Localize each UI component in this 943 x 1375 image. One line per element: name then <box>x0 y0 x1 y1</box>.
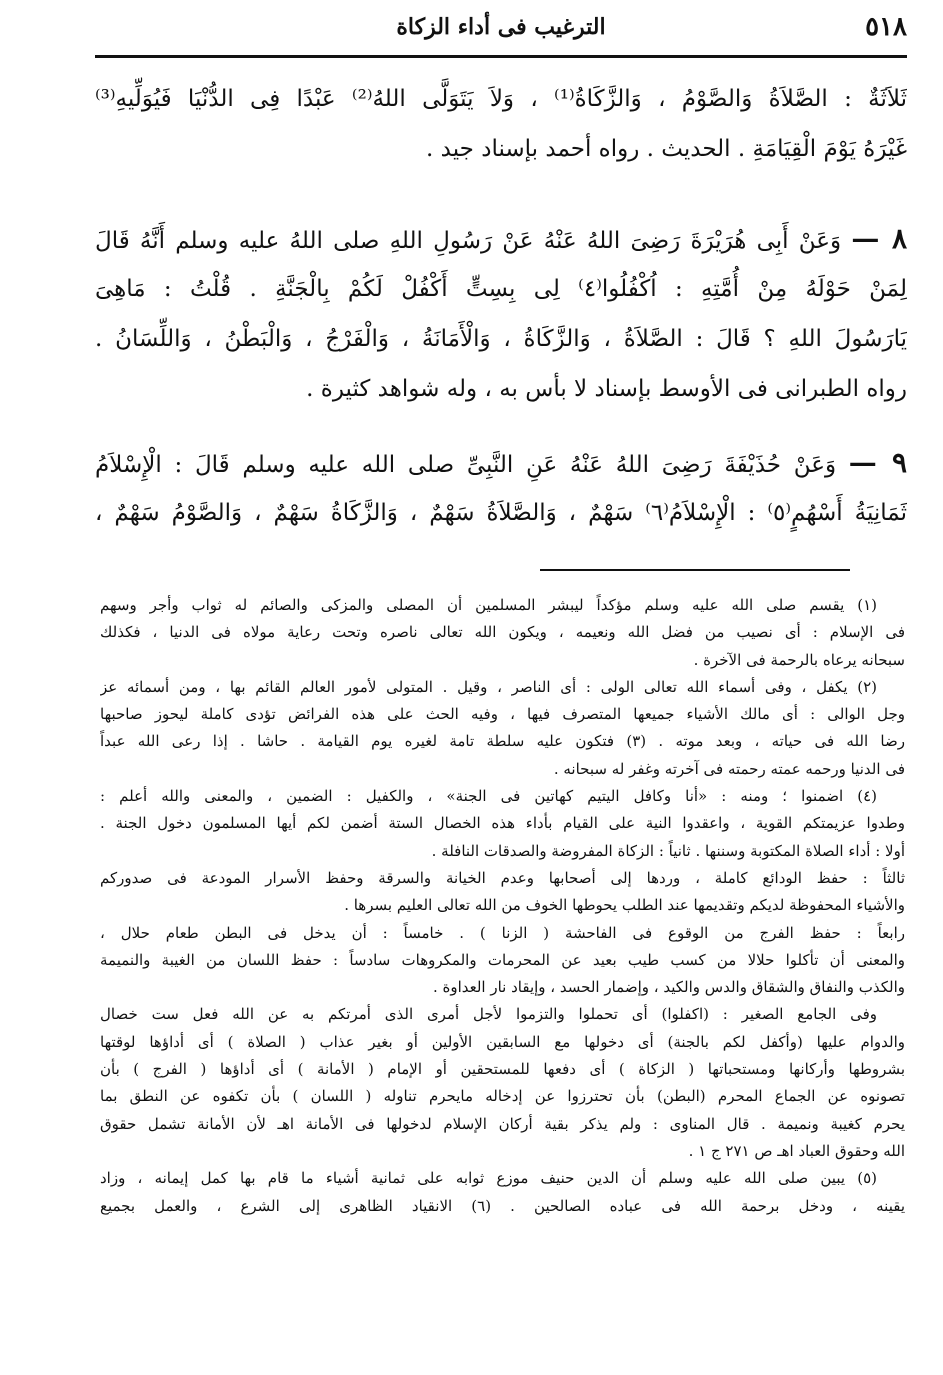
hadith-number: ٨ — <box>851 222 907 255</box>
text-line: ثَلاَثَةٌ : الصَّلاَةُ وَالصَّوْمُ ، وَالزَّكَاةُ⁽¹⁾ ، وَلاَ يَتَوَلَّى اللهُ⁽²⁾ عَبْدًا فِى الدُّنْيَا فَيُوَلِّيهِ⁽³⁾ <box>95 86 907 112</box>
footnote-line: يقينه ، ودخل برحمة الله فى عباده الصالحين . (٦) الانقياد الظاهرى إلى الشرع ، والعمل بجميع <box>100 1196 905 1215</box>
hadith-9 <box>95 438 907 538</box>
footnote-line: والمعنى أن تأكلوا حلالا من كسب طيب بعيد عن المحرمات والمكروهات سادساً : حفظ اللسان من الغيبة والنميمة <box>100 950 905 969</box>
footnote-line: بشروطها وأركانها ومستحباتها ( الزكاة ) أى دفعها للمستحقين أو الإمام ( الأمانة ) أى أداؤها ( الفرج ) بأن <box>100 1060 905 1079</box>
footnote-line: وجل الوالى : أى مالك الأشياء جميعها المتصرف فيها ، وفيه الحث على هذه الفرائض تؤدى كاملة ليحوز صاحبها <box>100 705 905 724</box>
running-title: الترغيب فى أداء الزكاة <box>396 14 606 40</box>
footnote-line: فى الدنيا ورحمه عمته رحمته فى آخرته وغفر له سبحانه . <box>553 759 905 778</box>
footnote-line: ثالثاً : حفظ الودائع كاملة ، وردها إلى أصحابها وعدم الخيانة والسرقة وحفظ الأسرار المودعة فى صدوركم <box>100 868 905 887</box>
footnote-line: أولا : أداء الصلاة المكتوبة وسننها . ثانياً : الزكاة المفروضة والصدقات النافلة . <box>431 841 905 860</box>
page-number: ٥١٨ <box>865 12 907 42</box>
footnote-rule <box>540 569 850 571</box>
text-line <box>95 214 907 264</box>
footnote-line: (٤) اضمنوا ؛ ومنه : «أنا وكافل اليتيم كهاتين فى الجنة» ، والكفيل : الضمين ، والمعنى والله أعلم : <box>100 787 877 806</box>
header-rule <box>95 55 907 58</box>
text-line: لِمَنْ حَوْلَهُ مِنْ أُمَّتِهِ : اُكْفُلُوا⁽٤⁾ لِى بِسِتٍّ أَكْفُلْ لَكُمْ بِالْجَنَّةِ . قُلْتُ : مَاهِىَ <box>95 276 907 302</box>
footnote-line: والكذب والنفاق والشقاق والدس والكيد ، وإضمار الحسد ، وإيقاد نار العداوة . <box>432 978 905 997</box>
hadith-text: وَعَنْ حُذَيْفَةَ رَضِىَ اللهُ عَنْهُ عَنِ النَّبِىِّ صلى الله عليه وسلم قَالَ : الْإِسْلاَمُ <box>95 452 837 478</box>
footnote-line: (١) يقسم صلى الله عليه وسلم مؤكداً ليبشر المسلمين أن المصلى والمزكى والصائم له ثواب وأجر وسهم <box>100 596 877 614</box>
footnote-line: وفى الجامع الصغير : (اكفلوا) أى تحملوا والتزموا لأجل أمرى الذى أمرتكم به عن الله فعل ست خصال <box>100 1005 877 1024</box>
footnote-line: تصونوه عن الجماع المحرم (البطن) بأن تحترزوا عن إدخاله مايحرم تناوله ( اللسان ) بأن تكفوه عن النطق بما <box>100 1087 905 1106</box>
hadith-8 <box>95 214 907 414</box>
text-line: يَارَسُولَ اللهِ ؟ قَالَ : الصَّلاَةُ ، وَالزَّكَاةُ ، وَالْأَمَانَةُ ، وَالْفَرْجُ ، وَالْبَطْنُ ، وَاللِّسَانُ . <box>95 326 907 352</box>
text-line <box>95 438 907 488</box>
footnote-line: الله وحقوق العباد اهـ ص ٢٧١ ج ١ . <box>688 1141 905 1160</box>
page-header <box>95 10 907 50</box>
footnote-line: يحرم كغيبة ونميمة . قال المناوى : ولم يذكر بقية أركان الإسلام لدخولها فى الأمانة اهـ لأن الأمانة تشمل حقوق <box>100 1114 905 1133</box>
hadith-number: ٩ — <box>848 446 907 479</box>
footnote-line: سبحانه يرعاه بالرحمة فى الآخرة . <box>693 650 905 669</box>
footnote-line: رابعاً : حفظ الفرج من الوقوع فى الفاحشة ( الزنا ) . خامساً : أن يدخل فى البطن طعام حلال ، <box>100 923 905 942</box>
text-line: رواه الطبرانى فى الأوسط بإسناد لا بأس به ، وله شواهد كثيرة . <box>306 376 907 402</box>
footnotes <box>100 592 905 1220</box>
paragraph-continuation <box>95 74 907 174</box>
hadith-text: وَعَنْ أَبِى هُرَيْرَةَ رَضِىَ اللهُ عَنْهُ عَنْ رَسُولِ اللهِ صلى اللهُ عليه وسلم أَنَّهُ قَالَ <box>95 228 842 254</box>
footnote-line: (٥) يبين صلى الله عليه وسلم أن الدين حنيف موزع ثوابه على ثمانية أشياء ما قام بها كمل إيمانه ، وزاد <box>100 1169 877 1188</box>
footnote-line: فى الإسلام : أى نصيب من فضل الله ونعيمه ، ويكون الله تعالى ناصره وتحت رعاية مولاه فى الدنيا ، فكذلك <box>100 623 905 642</box>
footnote-line: والأشياء المحفوظة لديكم وتقديمها عند الطلب يحوطها الخوف من الله تعالى العليم بسرها . <box>344 896 905 915</box>
footnote-line: رضا الله فى حياته ، وبعد موته . (٣) فتكون عليه سلطة تامة لغيره يوم القيامة . حاشا . إذا رعى الله عبداً <box>100 732 905 751</box>
text-line: غَيْرَهُ يَوْمَ الْقِيَامَةِ . الحديث . رواه أحمد بإسناد جيد . <box>426 136 907 162</box>
footnote-line: والدوام عليها (وأكفل لكم بالجنة) أى دخولها مع السابقين الأولين أو بغير عذاب ( الصلاة ) أى أداؤها لوقتها <box>100 1032 905 1051</box>
text-line: ثَمَانِيَةُ أَسْهُمٍ⁽٥⁾ : الْإِسْلاَمُ⁽٦⁾ سَهْمٌ ، وَالصَّلاَةُ سَهْمٌ ، وَالزَّكَاةُ سَهْمٌ ، وَالصَّوْمُ سَهْمٌ ، <box>95 500 907 526</box>
footnote-line: (٢) يكفل ، وفى أسماء الله تعالى الولى : أى الناصر ، وقيل . المتولى لأمور العالم القائم بها ، ومن أسمائه عز <box>100 677 877 696</box>
footnote-line: وطدوا عزيمتكم القوية ، واعقدوا النية على القيام بأداء هذه الخصال الستة أضمن لكم أيها المسلمون دخول الجنة . <box>100 814 905 833</box>
